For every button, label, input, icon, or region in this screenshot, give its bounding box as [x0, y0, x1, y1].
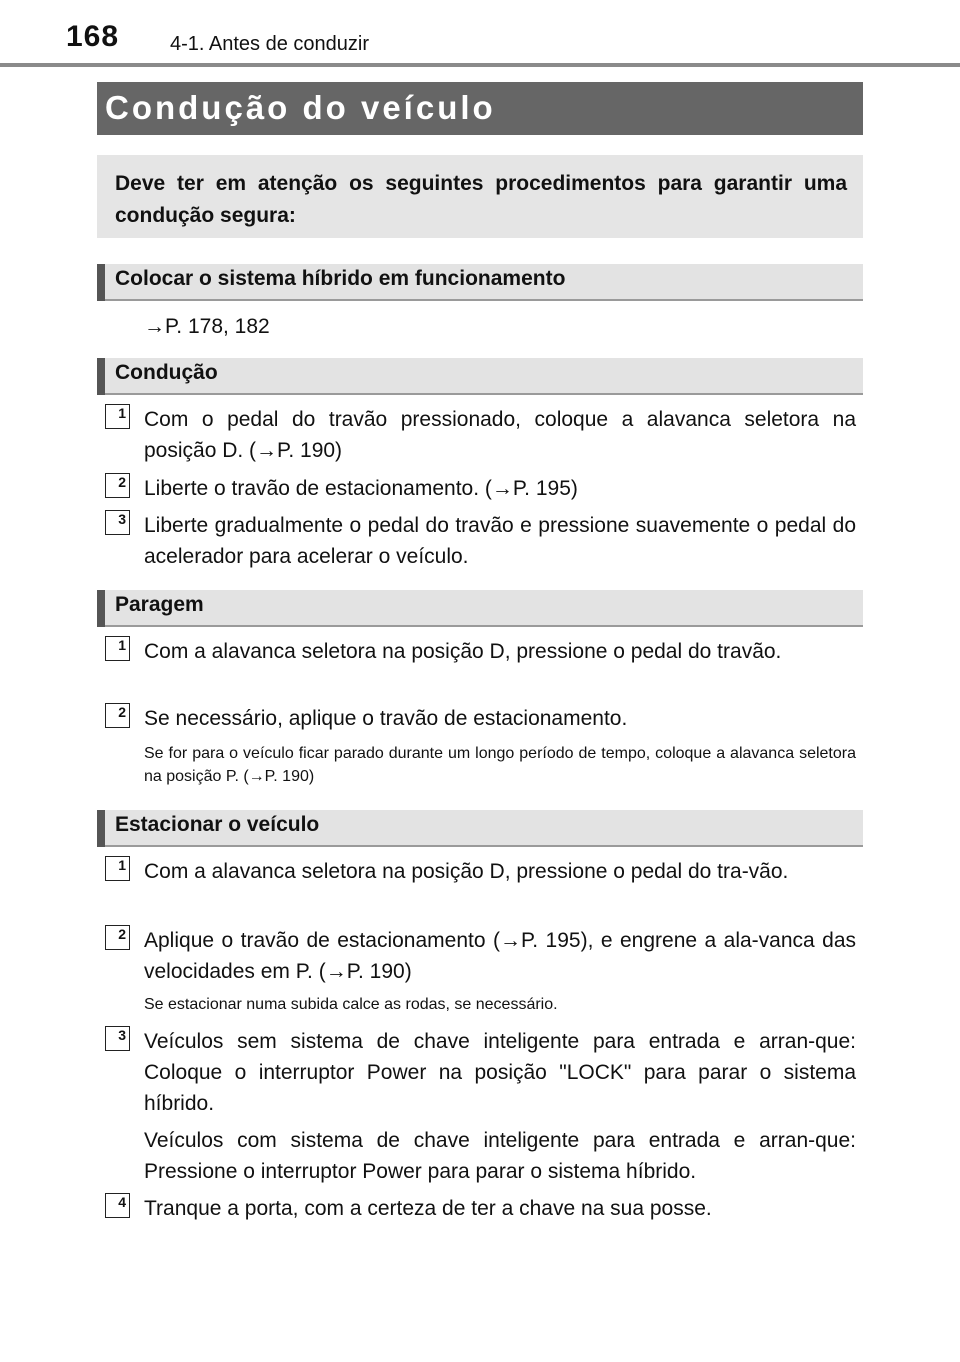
note-text: Se for para o veículo ficar parado durante um longo período de tempo, coloque a alavanca seletora na posição P. (→P. 190): [144, 745, 856, 785]
step-text: Liberte gradualmente o pedal do travão e pressione suavemente o pedal do acelerador para acelerar o veículo.: [144, 514, 856, 568]
step-text: Veículos sem sistema de chave inteligente para entrada e arran-que: Coloque o interruptor Power na posição "LOCK" para parar o sistema híbrido.: [144, 1030, 856, 1115]
step-text: Aplique o travão de estacionamento (→P. 195), e engrene a ala-vanca das velocidades em P. (→P. 190): [144, 929, 856, 983]
section-heading-stopping: [97, 590, 863, 627]
section-heading-text: Condução: [115, 361, 218, 384]
intro-box: [97, 155, 863, 238]
header-divider: [0, 63, 960, 67]
step-number-badge: 1: [105, 636, 130, 661]
section-heading-text: Estacionar o veículo: [115, 813, 320, 836]
step-number-badge: 3: [105, 510, 130, 535]
step-text: Tranque a porta, com a certeza de ter a chave na sua posse.: [144, 1197, 712, 1220]
note-text: Se estacionar numa subida calce as rodas, se necessário.: [144, 996, 558, 1013]
step-text: Se necessário, aplique o travão de estacionamento.: [144, 707, 628, 730]
step-text: Com o pedal do travão pressionado, coloque a alavanca seletora na posição D. (→P. 190): [144, 408, 856, 462]
page-title: Condução do veículo: [105, 89, 496, 126]
step-number-badge: 1: [105, 404, 130, 429]
step-continuation-text: Veículos com sistema de chave inteligente para entrada e arran-que: Pressione o interruptor Power para parar o sistema híbrido.: [144, 1129, 856, 1183]
page-reference-link[interactable]: →P. 178, 182: [144, 315, 270, 338]
page-number: 168: [66, 20, 120, 53]
section-heading-parking: [97, 810, 863, 847]
section-heading-hybrid: [97, 264, 863, 301]
section-heading-text: Colocar o sistema híbrido em funcionamento: [115, 267, 566, 290]
page-title-bar: [97, 82, 863, 135]
section-heading-text: Paragem: [115, 593, 204, 616]
step-number-badge: 2: [105, 925, 130, 950]
section-heading-driving: [97, 358, 863, 395]
running-head: 4-1. Antes de conduzir: [170, 33, 370, 55]
page-header: [0, 0, 960, 68]
step-number-badge: 3: [105, 1026, 130, 1051]
step-number-badge: 2: [105, 473, 130, 498]
step-number-badge: 2: [105, 703, 130, 728]
step-text: Com a alavanca seletora na posição D, pressione o pedal do travão.: [144, 640, 782, 663]
step-number-badge: 1: [105, 856, 130, 881]
step-number-badge: 4: [105, 1193, 130, 1218]
step-text: Com a alavanca seletora na posição D, pressione o pedal do tra-vão.: [144, 860, 789, 883]
step-text: Liberte o travão de estacionamento. (→P. 195): [144, 477, 578, 500]
intro-text: Deve ter em atenção os seguintes procedimentos para garantir uma condução segura:: [115, 172, 847, 227]
